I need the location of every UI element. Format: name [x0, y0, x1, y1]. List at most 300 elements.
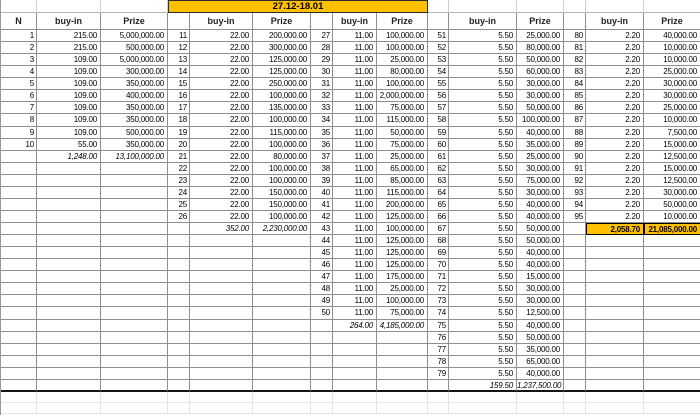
- empty-cell[interactable]: [168, 403, 190, 414]
- total-buyin-cell[interactable]: 1,248.00: [37, 151, 101, 163]
- prize-cell[interactable]: 25,000.00: [377, 283, 428, 295]
- row-number-cell[interactable]: 15: [168, 78, 190, 90]
- empty-cell[interactable]: [168, 356, 190, 368]
- empty-cell[interactable]: [37, 403, 101, 414]
- row-number-cell[interactable]: 46: [311, 259, 333, 271]
- buyin-cell[interactable]: 5.50: [449, 320, 517, 332]
- row-number-cell[interactable]: 83: [564, 66, 586, 78]
- empty-cell[interactable]: [101, 392, 168, 403]
- buyin-cell[interactable]: 11.00: [333, 66, 377, 78]
- buyin-cell[interactable]: 109.00: [37, 90, 101, 102]
- row-number-cell[interactable]: 41: [311, 199, 333, 211]
- row-number-cell[interactable]: 87: [564, 114, 586, 126]
- empty-cell[interactable]: [586, 307, 644, 319]
- row-number-cell[interactable]: 35: [311, 127, 333, 139]
- empty-cell[interactable]: [1, 368, 37, 380]
- buyin-cell[interactable]: 11.00: [333, 247, 377, 259]
- empty-cell[interactable]: [168, 380, 190, 392]
- row-number-cell[interactable]: 45: [311, 247, 333, 259]
- row-number-cell[interactable]: 6: [1, 90, 37, 102]
- buyin-cell[interactable]: 11.00: [333, 151, 377, 163]
- row-number-cell[interactable]: 48: [311, 283, 333, 295]
- empty-cell[interactable]: [377, 356, 428, 368]
- buyin-cell[interactable]: 2.20: [586, 30, 644, 42]
- row-number-cell[interactable]: 67: [428, 223, 449, 235]
- row-number-cell[interactable]: 54: [428, 66, 449, 78]
- prize-cell[interactable]: 40,000.00: [517, 247, 564, 259]
- buyin-cell[interactable]: 5.50: [449, 139, 517, 151]
- empty-cell[interactable]: [1, 356, 37, 368]
- prize-cell[interactable]: 150,000.00: [253, 187, 311, 199]
- empty-cell[interactable]: [644, 356, 700, 368]
- buyin-cell[interactable]: 2.20: [586, 78, 644, 90]
- empty-cell[interactable]: [564, 295, 586, 307]
- row-number-cell[interactable]: 30: [311, 66, 333, 78]
- buyin-cell[interactable]: 5.50: [449, 42, 517, 54]
- row-number-cell[interactable]: 13: [168, 54, 190, 66]
- empty-cell[interactable]: [586, 259, 644, 271]
- prize-cell[interactable]: 12,500.00: [517, 307, 564, 319]
- buyin-cell[interactable]: 22.00: [190, 78, 253, 90]
- empty-cell[interactable]: [101, 187, 168, 199]
- empty-cell[interactable]: [190, 403, 253, 414]
- prize-cell[interactable]: 100,000.00: [517, 114, 564, 126]
- row-number-cell[interactable]: 74: [428, 307, 449, 319]
- buyin-cell[interactable]: 2.20: [586, 54, 644, 66]
- buyin-cell[interactable]: 2.20: [586, 102, 644, 114]
- empty-cell[interactable]: [644, 295, 700, 307]
- prize-cell[interactable]: 50,000.00: [517, 223, 564, 235]
- empty-cell[interactable]: [311, 332, 333, 344]
- empty-cell[interactable]: [586, 332, 644, 344]
- column-header-empty[interactable]: [428, 13, 449, 30]
- buyin-cell[interactable]: 11.00: [333, 175, 377, 187]
- prize-cell[interactable]: 40,000.00: [517, 127, 564, 139]
- buyin-cell[interactable]: 2.20: [586, 90, 644, 102]
- empty-cell[interactable]: [101, 295, 168, 307]
- buyin-cell[interactable]: 2.20: [586, 175, 644, 187]
- prize-cell[interactable]: 400,000.00: [101, 90, 168, 102]
- row-number-cell[interactable]: 77: [428, 344, 449, 356]
- prize-cell[interactable]: 5,000,000.00: [101, 54, 168, 66]
- row-number-cell[interactable]: 38: [311, 163, 333, 175]
- buyin-cell[interactable]: 11.00: [333, 259, 377, 271]
- buyin-cell[interactable]: 5.50: [449, 307, 517, 319]
- prize-cell[interactable]: 2,000,000.00: [377, 90, 428, 102]
- buyin-cell[interactable]: 2.20: [586, 163, 644, 175]
- empty-cell[interactable]: [101, 344, 168, 356]
- row-number-cell[interactable]: 36: [311, 139, 333, 151]
- empty-cell[interactable]: [37, 368, 101, 380]
- prize-cell[interactable]: 250,000.00: [253, 78, 311, 90]
- prize-cell[interactable]: 25,000.00: [517, 151, 564, 163]
- buyin-cell[interactable]: 5.50: [449, 114, 517, 126]
- prize-cell[interactable]: 35,000.00: [517, 139, 564, 151]
- empty-cell[interactable]: [311, 392, 333, 403]
- prize-cell[interactable]: 30,000.00: [644, 187, 700, 199]
- buyin-cell[interactable]: 11.00: [333, 235, 377, 247]
- empty-cell[interactable]: [190, 271, 253, 283]
- empty-cell[interactable]: [253, 356, 311, 368]
- empty-cell[interactable]: [101, 320, 168, 332]
- row-number-cell[interactable]: 72: [428, 283, 449, 295]
- empty-cell[interactable]: [253, 235, 311, 247]
- row-number-cell[interactable]: 94: [564, 199, 586, 211]
- empty-cell[interactable]: [1, 211, 37, 223]
- row-number-cell[interactable]: 1: [1, 30, 37, 42]
- row-number-cell[interactable]: 66: [428, 211, 449, 223]
- buyin-cell[interactable]: 11.00: [333, 42, 377, 54]
- empty-cell[interactable]: [253, 259, 311, 271]
- total-prize-cell[interactable]: 13,100,000.00: [101, 151, 168, 163]
- empty-cell[interactable]: [190, 247, 253, 259]
- row-number-cell[interactable]: 69: [428, 247, 449, 259]
- buyin-cell[interactable]: 22.00: [190, 211, 253, 223]
- row-number-cell[interactable]: 28: [311, 42, 333, 54]
- empty-cell[interactable]: [644, 368, 700, 380]
- row-number-cell[interactable]: 75: [428, 320, 449, 332]
- prize-cell[interactable]: 50,000.00: [517, 54, 564, 66]
- empty-cell[interactable]: [449, 392, 517, 403]
- empty-cell[interactable]: [377, 392, 428, 403]
- empty-cell[interactable]: [37, 295, 101, 307]
- buyin-cell[interactable]: 22.00: [190, 151, 253, 163]
- row-number-cell[interactable]: 8: [1, 114, 37, 126]
- prize-cell[interactable]: 100,000.00: [253, 175, 311, 187]
- row-number-cell[interactable]: [1, 151, 37, 163]
- empty-cell[interactable]: [644, 271, 700, 283]
- empty-cell[interactable]: [168, 247, 190, 259]
- buyin-cell[interactable]: 11.00: [333, 114, 377, 126]
- buyin-cell[interactable]: 22.00: [190, 102, 253, 114]
- empty-cell[interactable]: [564, 392, 586, 403]
- buyin-cell[interactable]: 11.00: [333, 295, 377, 307]
- buyin-cell[interactable]: 5.50: [449, 102, 517, 114]
- empty-cell[interactable]: [253, 368, 311, 380]
- row-number-cell[interactable]: 24: [168, 187, 190, 199]
- prize-cell[interactable]: 125,000.00: [377, 235, 428, 247]
- empty-cell[interactable]: [37, 223, 101, 235]
- column-header-prize[interactable]: Prize: [644, 13, 700, 30]
- empty-cell[interactable]: [37, 271, 101, 283]
- prize-cell[interactable]: 15,000.00: [517, 271, 564, 283]
- prize-cell[interactable]: 12,500.00: [644, 151, 700, 163]
- prize-cell[interactable]: 50,000.00: [517, 102, 564, 114]
- empty-cell[interactable]: [37, 380, 101, 392]
- row-number-cell[interactable]: 42: [311, 211, 333, 223]
- empty-cell[interactable]: [333, 380, 377, 392]
- empty-cell[interactable]: [37, 163, 101, 175]
- prize-cell[interactable]: 25,000.00: [644, 66, 700, 78]
- row-number-cell[interactable]: 55: [428, 78, 449, 90]
- column-header-prize[interactable]: Prize: [101, 13, 168, 30]
- row-number-cell[interactable]: 82: [564, 54, 586, 66]
- prize-cell[interactable]: 30,000.00: [517, 283, 564, 295]
- empty-cell[interactable]: [101, 259, 168, 271]
- buyin-cell[interactable]: 2.20: [586, 127, 644, 139]
- buyin-cell[interactable]: 5.50: [449, 283, 517, 295]
- empty-cell[interactable]: [377, 332, 428, 344]
- buyin-cell[interactable]: 5.50: [449, 223, 517, 235]
- empty-cell[interactable]: [253, 320, 311, 332]
- prize-cell[interactable]: 125,000.00: [377, 247, 428, 259]
- column-header-n[interactable]: N: [1, 13, 37, 30]
- prize-cell[interactable]: 25,000.00: [377, 54, 428, 66]
- row-number-cell[interactable]: 3: [1, 54, 37, 66]
- empty-cell[interactable]: [564, 235, 586, 247]
- row-number-cell[interactable]: [428, 380, 449, 392]
- prize-cell[interactable]: 25,000.00: [517, 30, 564, 42]
- empty-cell[interactable]: [101, 247, 168, 259]
- prize-cell[interactable]: 30,000.00: [517, 187, 564, 199]
- empty-cell[interactable]: [1, 295, 37, 307]
- empty-cell[interactable]: [586, 344, 644, 356]
- column-header-empty[interactable]: [311, 13, 333, 30]
- row-number-cell[interactable]: 34: [311, 114, 333, 126]
- empty-cell[interactable]: [1, 392, 37, 403]
- row-number-cell[interactable]: 68: [428, 235, 449, 247]
- prize-cell[interactable]: 300,000.00: [101, 66, 168, 78]
- empty-cell[interactable]: [190, 392, 253, 403]
- row-number-cell[interactable]: 10: [1, 139, 37, 151]
- prize-cell[interactable]: 125,000.00: [377, 259, 428, 271]
- grand-total-prize-cell[interactable]: 21,085,000.00: [644, 223, 700, 235]
- empty-cell[interactable]: [190, 295, 253, 307]
- row-number-cell[interactable]: 90: [564, 151, 586, 163]
- empty-cell[interactable]: [428, 392, 449, 403]
- buyin-cell[interactable]: 11.00: [333, 211, 377, 223]
- prize-cell[interactable]: 40,000.00: [517, 368, 564, 380]
- empty-cell[interactable]: [37, 344, 101, 356]
- buyin-cell[interactable]: 109.00: [37, 78, 101, 90]
- prize-cell[interactable]: 115,000.00: [253, 127, 311, 139]
- prize-cell[interactable]: 65,000.00: [517, 356, 564, 368]
- buyin-cell[interactable]: 22.00: [190, 66, 253, 78]
- row-number-cell[interactable]: 53: [428, 54, 449, 66]
- empty-cell[interactable]: [311, 380, 333, 392]
- empty-cell[interactable]: [101, 380, 168, 392]
- total-prize-cell[interactable]: 2,230,000.00: [253, 223, 311, 235]
- empty-cell[interactable]: [168, 283, 190, 295]
- prize-cell[interactable]: 50,000.00: [644, 199, 700, 211]
- column-header-buyin[interactable]: buy-in: [449, 13, 517, 30]
- buyin-cell[interactable]: 11.00: [333, 163, 377, 175]
- empty-cell[interactable]: [253, 403, 311, 414]
- row-number-cell[interactable]: 43: [311, 223, 333, 235]
- empty-cell[interactable]: [644, 235, 700, 247]
- empty-cell[interactable]: [1, 332, 37, 344]
- empty-cell[interactable]: [586, 368, 644, 380]
- empty-cell[interactable]: [1, 320, 37, 332]
- empty-cell[interactable]: [190, 259, 253, 271]
- empty-cell[interactable]: [1, 247, 37, 259]
- row-number-cell[interactable]: 5: [1, 78, 37, 90]
- empty-cell[interactable]: [101, 163, 168, 175]
- row-number-cell[interactable]: 23: [168, 175, 190, 187]
- row-number-cell[interactable]: 22: [168, 163, 190, 175]
- total-buyin-cell[interactable]: 264.00: [333, 320, 377, 332]
- prize-cell[interactable]: 15,000.00: [644, 139, 700, 151]
- row-number-cell[interactable]: [311, 320, 333, 332]
- prize-cell[interactable]: 10,000.00: [644, 54, 700, 66]
- row-number-cell[interactable]: 86: [564, 102, 586, 114]
- row-number-cell[interactable]: 81: [564, 42, 586, 54]
- empty-cell[interactable]: [644, 344, 700, 356]
- buyin-cell[interactable]: 5.50: [449, 151, 517, 163]
- buyin-cell[interactable]: 11.00: [333, 307, 377, 319]
- row-number-cell[interactable]: 60: [428, 139, 449, 151]
- prize-cell[interactable]: 50,000.00: [517, 235, 564, 247]
- prize-cell[interactable]: 115,000.00: [377, 187, 428, 199]
- empty-cell[interactable]: [586, 235, 644, 247]
- buyin-cell[interactable]: 5.50: [449, 78, 517, 90]
- prize-cell[interactable]: 30,000.00: [517, 163, 564, 175]
- column-header-buyin[interactable]: buy-in: [586, 13, 644, 30]
- empty-cell[interactable]: [449, 403, 517, 414]
- empty-cell[interactable]: [517, 0, 564, 13]
- row-number-cell[interactable]: 51: [428, 30, 449, 42]
- buyin-cell[interactable]: 11.00: [333, 127, 377, 139]
- prize-cell[interactable]: 40,000.00: [517, 259, 564, 271]
- row-number-cell[interactable]: 16: [168, 90, 190, 102]
- empty-cell[interactable]: [190, 368, 253, 380]
- empty-cell[interactable]: [1, 403, 37, 414]
- buyin-cell[interactable]: 22.00: [190, 90, 253, 102]
- prize-cell[interactable]: 300,000.00: [253, 42, 311, 54]
- empty-cell[interactable]: [428, 0, 449, 13]
- prize-cell[interactable]: 25,000.00: [377, 151, 428, 163]
- empty-cell[interactable]: [190, 307, 253, 319]
- row-number-cell[interactable]: 26: [168, 211, 190, 223]
- column-header-empty[interactable]: [564, 13, 586, 30]
- row-number-cell[interactable]: 32: [311, 90, 333, 102]
- buyin-cell[interactable]: 109.00: [37, 114, 101, 126]
- prize-cell[interactable]: 30,000.00: [644, 90, 700, 102]
- row-number-cell[interactable]: 78: [428, 356, 449, 368]
- prize-cell[interactable]: 75,000.00: [377, 307, 428, 319]
- buyin-cell[interactable]: 11.00: [333, 271, 377, 283]
- buyin-cell[interactable]: 5.50: [449, 175, 517, 187]
- buyin-cell[interactable]: 2.20: [586, 42, 644, 54]
- buyin-cell[interactable]: 5.50: [449, 259, 517, 271]
- buyin-cell[interactable]: 109.00: [37, 127, 101, 139]
- prize-cell[interactable]: 30,000.00: [517, 78, 564, 90]
- buyin-cell[interactable]: 11.00: [333, 199, 377, 211]
- buyin-cell[interactable]: 5.50: [449, 54, 517, 66]
- prize-cell[interactable]: 100,000.00: [253, 211, 311, 223]
- empty-cell[interactable]: [37, 320, 101, 332]
- empty-cell[interactable]: [449, 0, 517, 13]
- empty-cell[interactable]: [253, 344, 311, 356]
- row-number-cell[interactable]: 20: [168, 139, 190, 151]
- empty-cell[interactable]: [1, 283, 37, 295]
- column-header-empty[interactable]: [168, 13, 190, 30]
- empty-cell[interactable]: [1, 344, 37, 356]
- empty-cell[interactable]: [101, 332, 168, 344]
- empty-cell[interactable]: [190, 235, 253, 247]
- buyin-cell[interactable]: 2.20: [586, 151, 644, 163]
- buyin-cell[interactable]: 2.20: [586, 139, 644, 151]
- empty-cell[interactable]: [1, 235, 37, 247]
- empty-cell[interactable]: [586, 271, 644, 283]
- prize-cell[interactable]: 350,000.00: [101, 139, 168, 151]
- empty-cell[interactable]: [333, 332, 377, 344]
- buyin-cell[interactable]: 5.50: [449, 332, 517, 344]
- prize-cell[interactable]: 100,000.00: [253, 114, 311, 126]
- empty-cell[interactable]: [253, 271, 311, 283]
- empty-cell[interactable]: [190, 344, 253, 356]
- row-number-cell[interactable]: 56: [428, 90, 449, 102]
- empty-cell[interactable]: [101, 235, 168, 247]
- prize-cell[interactable]: 40,000.00: [517, 320, 564, 332]
- row-number-cell[interactable]: [168, 223, 190, 235]
- buyin-cell[interactable]: 5.50: [449, 30, 517, 42]
- empty-cell[interactable]: [253, 332, 311, 344]
- row-number-cell[interactable]: [564, 223, 586, 235]
- buyin-cell[interactable]: 5.50: [449, 163, 517, 175]
- empty-cell[interactable]: [564, 332, 586, 344]
- buyin-cell[interactable]: 22.00: [190, 127, 253, 139]
- row-number-cell[interactable]: 52: [428, 42, 449, 54]
- row-number-cell[interactable]: 92: [564, 175, 586, 187]
- prize-cell[interactable]: 175,000.00: [377, 271, 428, 283]
- row-number-cell[interactable]: 11: [168, 30, 190, 42]
- buyin-cell[interactable]: 5.50: [449, 368, 517, 380]
- empty-cell[interactable]: [101, 271, 168, 283]
- empty-cell[interactable]: [37, 307, 101, 319]
- empty-cell[interactable]: [101, 223, 168, 235]
- empty-cell[interactable]: [564, 271, 586, 283]
- column-header-prize[interactable]: Prize: [253, 13, 311, 30]
- empty-cell[interactable]: [333, 368, 377, 380]
- empty-cell[interactable]: [644, 332, 700, 344]
- row-number-cell[interactable]: 65: [428, 199, 449, 211]
- buyin-cell[interactable]: 11.00: [333, 90, 377, 102]
- buyin-cell[interactable]: 2.20: [586, 66, 644, 78]
- buyin-cell[interactable]: 11.00: [333, 30, 377, 42]
- prize-cell[interactable]: 50,000.00: [517, 332, 564, 344]
- empty-cell[interactable]: [644, 283, 700, 295]
- empty-cell[interactable]: [586, 403, 644, 414]
- prize-cell[interactable]: 75,000.00: [377, 139, 428, 151]
- empty-cell[interactable]: [168, 368, 190, 380]
- empty-cell[interactable]: [37, 356, 101, 368]
- empty-cell[interactable]: [333, 356, 377, 368]
- empty-cell[interactable]: [644, 403, 700, 414]
- prize-cell[interactable]: 10,000.00: [644, 211, 700, 223]
- empty-cell[interactable]: [190, 332, 253, 344]
- prize-cell[interactable]: 50,000.00: [377, 127, 428, 139]
- row-number-cell[interactable]: 44: [311, 235, 333, 247]
- buyin-cell[interactable]: 5.50: [449, 344, 517, 356]
- row-number-cell[interactable]: 85: [564, 90, 586, 102]
- empty-cell[interactable]: [37, 199, 101, 211]
- buyin-cell[interactable]: 5.50: [449, 211, 517, 223]
- buyin-cell[interactable]: 55.00: [37, 139, 101, 151]
- prize-cell[interactable]: 40,000.00: [517, 199, 564, 211]
- buyin-cell[interactable]: 215.00: [37, 42, 101, 54]
- empty-cell[interactable]: [428, 403, 449, 414]
- row-number-cell[interactable]: 31: [311, 78, 333, 90]
- prize-cell[interactable]: 100,000.00: [253, 90, 311, 102]
- empty-cell[interactable]: [37, 187, 101, 199]
- grand-total-buyin-cell[interactable]: 2,058.70: [586, 223, 644, 235]
- prize-cell[interactable]: 12,500.00: [644, 175, 700, 187]
- empty-cell[interactable]: [1, 163, 37, 175]
- row-number-cell[interactable]: 47: [311, 271, 333, 283]
- row-number-cell[interactable]: 57: [428, 102, 449, 114]
- empty-cell[interactable]: [190, 356, 253, 368]
